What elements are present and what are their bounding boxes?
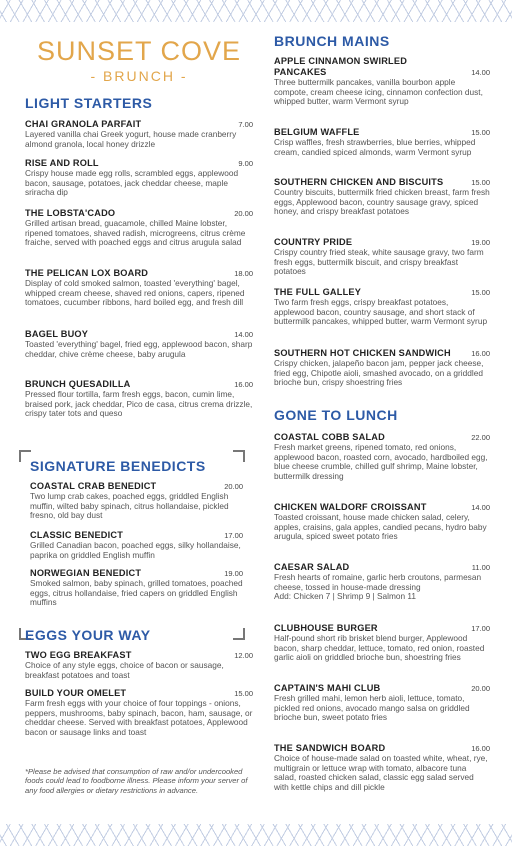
item-title: CAESAR SALAD bbox=[274, 562, 350, 572]
item-price: 16.00 bbox=[234, 380, 253, 389]
allergy-disclaimer: *Please be advised that consumption of raw and/or undercooked foods could lead to foodborne illness. Please inform your server of any food allergies or dietary restrictions in advance. bbox=[25, 767, 248, 795]
item-title: COUNTRY PRIDE bbox=[274, 237, 353, 247]
frame-corner bbox=[233, 450, 245, 462]
item-price: 11.00 bbox=[471, 563, 490, 572]
item-price: 20.00 bbox=[224, 482, 243, 491]
item-price: 15.00 bbox=[471, 128, 490, 137]
item-description: Fresh market greens, ripened tomato, red onions, applewood bacon, roasted corn, avocado, hardboiled egg, blue cheese crumble, chilled gulf shrimp, Maine lobster, buttermilk dressing bbox=[274, 442, 488, 481]
item-title: BAGEL BUOY bbox=[25, 329, 89, 339]
item-description: Pressed flour tortilla, farm fresh eggs, bacon, cumin lime, braised pork, jack cheddar, Pico de casa, citrus crema drizzle, crispy tater tots and queso bbox=[25, 389, 253, 419]
menu-item bbox=[274, 177, 490, 217]
item-price: 9.00 bbox=[238, 159, 253, 168]
item-price: 20.00 bbox=[234, 209, 253, 218]
menu-item bbox=[25, 650, 253, 680]
menu-item bbox=[274, 432, 490, 481]
item-price: 14.00 bbox=[471, 68, 490, 77]
item-price: 14.00 bbox=[234, 330, 253, 339]
item-description: Toasted 'everything' bagel, fried egg, applewood bacon, sharp cheddar, chive crème cheese, baby arugula bbox=[25, 339, 253, 359]
menu-item bbox=[274, 683, 490, 723]
item-price: 15.00 bbox=[471, 178, 490, 187]
item-price: 19.00 bbox=[224, 569, 243, 578]
menu-item bbox=[25, 268, 253, 308]
item-title: SOUTHERN HOT CHICKEN SANDWICH bbox=[274, 348, 451, 358]
item-description: Half-pound short rib brisket blend burger, Applewood bacon, sharp cheddar, lettuce, tomato, red onion, roasted garlic aioli on griddled brioche bun, shoestring fries bbox=[274, 633, 485, 663]
item-description: Layered vanilla chai Greek yogurt, house made cranberry almond granola, local honey drizzle bbox=[25, 129, 237, 149]
menu-item bbox=[30, 481, 243, 521]
item-title: CLUBHOUSE BURGER bbox=[274, 623, 378, 633]
menu-item bbox=[274, 623, 490, 663]
frame-corner bbox=[233, 628, 245, 640]
item-title: RISE AND ROLL bbox=[25, 158, 99, 168]
item-title: TWO EGG BREAKFAST bbox=[25, 650, 132, 660]
decorative-border-bottom bbox=[0, 824, 512, 846]
item-price: 16.00 bbox=[471, 744, 490, 753]
item-price: 19.00 bbox=[471, 238, 490, 247]
item-price: 20.00 bbox=[471, 684, 490, 693]
item-title: NORWEGIAN BENEDICT bbox=[30, 568, 142, 578]
menu-item bbox=[274, 287, 490, 327]
item-description: Crispy country fried steak, white sausage gravy, two farm fresh eggs, buttermilk biscuit, and crispy breakfast potatoes bbox=[274, 247, 484, 277]
menu-item bbox=[274, 237, 490, 277]
item-description: Choice of house-made salad on toasted white, wheat, rye, multigrain or lettuce wrap with tomato, albacore tuna salad, roasted chicken salad, classic egg salad served with kettle chips and dill pickle bbox=[274, 753, 488, 792]
item-title: BUILD YOUR OMELET bbox=[25, 688, 127, 698]
item-title: CHAI GRANOLA PARFAIT bbox=[25, 119, 142, 129]
menu-item bbox=[274, 127, 490, 157]
item-price: 22.00 bbox=[471, 433, 490, 442]
item-description: Display of cold smoked salmon, toasted 'everything' bagel, whipped cream cheese, shaved red onions, capers, ripened tomatoes, cucumber ribbons, hard boiled egg, and fresh dill bbox=[25, 278, 245, 308]
item-description: Two farm fresh eggs, crispy breakfast potatoes, applewood bacon, country sausage, and short stack of buttermilk pancakes, whipped butter, warm Vermont syrup bbox=[274, 297, 488, 327]
item-description: Country biscuits, buttermilk fried chicken breast, farm fresh eggs, Applewood bacon, country sausage gravy, spiced honey, and crispy breakfast potatoes bbox=[274, 187, 490, 217]
item-description: Grilled artisan bread, guacamole, chilled Maine lobster, ripened tomatoes, shaved radish, microgreens, citrus crème fraiche, served with poached eggs and citrus arugula salad bbox=[25, 218, 246, 248]
menu-subtitle: - BRUNCH - bbox=[90, 68, 188, 84]
item-description: Grilled Canadian bacon, poached eggs, silky hollandaise, paprika on griddled English muffin bbox=[30, 540, 241, 560]
section-title-signature-benedicts: SIGNATURE BENEDICTS bbox=[30, 458, 206, 474]
item-title: BELGIUM WAFFLE bbox=[274, 127, 360, 137]
item-title: BRUNCH QUESADILLA bbox=[25, 379, 131, 389]
item-description: Farm fresh eggs with your choice of four toppings - onions, peppers, mushrooms, baby spinach, bacon, ham, sausage, or cheddar cheese. Served with breakfast potatoes, Applewood bacon or sausage links and toast bbox=[25, 698, 253, 737]
menu-item bbox=[30, 568, 243, 608]
item-title: COASTAL COBB SALAD bbox=[274, 432, 385, 442]
item-title: CLASSIC BENEDICT bbox=[30, 530, 124, 540]
menu-item bbox=[274, 502, 490, 542]
item-price: 16.00 bbox=[471, 349, 490, 358]
menu-item bbox=[30, 530, 243, 560]
item-price: 12.00 bbox=[234, 651, 253, 660]
menu-item bbox=[274, 562, 490, 602]
item-price: 15.00 bbox=[471, 288, 490, 297]
menu-item bbox=[25, 379, 253, 419]
menu-item bbox=[25, 158, 253, 198]
item-title: APPLE CINNAMON SWIRLED PANCAKES bbox=[274, 56, 408, 77]
menu-item bbox=[274, 743, 490, 792]
item-price: 14.00 bbox=[471, 503, 490, 512]
item-description: Crisp waffles, fresh strawberries, blue berries, whipped cream, candied spiced almonds, warm Vermont syrup bbox=[274, 137, 476, 157]
item-title: THE SANDWICH BOARD bbox=[274, 743, 386, 753]
menu-item bbox=[25, 208, 253, 248]
item-description: Fresh grilled mahi, lemon herb aioli, lettuce, tomato, pickled red onions, avocado mango salsa on griddled brioche bun, sweet potato fries bbox=[274, 693, 470, 723]
menu-item bbox=[274, 348, 490, 388]
item-description: Two lump crab cakes, poached eggs, griddled English muffin, wilted baby spinach, citrus hollandaise, pickled fresno, old bay dust bbox=[30, 491, 229, 521]
item-price: 18.00 bbox=[234, 269, 253, 278]
restaurant-name: SUNSET COVE bbox=[36, 36, 242, 66]
section-title-brunch-mains: BRUNCH MAINS bbox=[274, 33, 390, 49]
item-description: Crispy chicken, jalapeño bacon jam, pepper jack cheese, fried egg, Chipotle aioli, smashed avocado, on a griddled brioche bun, crispy shoestring fries bbox=[274, 358, 484, 388]
menu-item bbox=[25, 119, 253, 149]
item-description: Three buttermilk pancakes, vanilla bourbon apple compote, cream cheese icing, cinnamon confection dust, whipped butter, warm Vermont syrup bbox=[274, 77, 483, 107]
menu-item bbox=[25, 688, 253, 737]
item-title: THE PELICAN LOX BOARD bbox=[25, 268, 149, 278]
item-description: Crispy house made egg rolls, scrambled eggs, applewood bacon, sausage, potatoes, jack cheddar cheese, maple sriracha dip bbox=[25, 168, 239, 198]
menu-item bbox=[274, 56, 490, 107]
item-title: THE FULL GALLEY bbox=[274, 287, 362, 297]
menu-item bbox=[25, 329, 253, 359]
item-description: Fresh hearts of romaine, garlic herb croutons, parmesan cheese, tossed in house-made dressing Add: Chicken 7 | Shrimp 9 | Salmon 11 bbox=[274, 572, 482, 602]
item-title: CAPTAIN'S MAHI CLUB bbox=[274, 683, 381, 693]
item-price: 15.00 bbox=[234, 689, 253, 698]
item-price: 17.00 bbox=[224, 531, 243, 540]
item-description: Smoked salmon, baby spinach, grilled tomatoes, poached eggs, citrus hollandaise, fried capers on griddled English muffins bbox=[30, 578, 243, 608]
item-title: COASTAL CRAB BENEDICT bbox=[30, 481, 157, 491]
brand-header bbox=[25, 36, 253, 84]
section-title-eggs-your-way: EGGS YOUR WAY bbox=[25, 627, 151, 643]
item-price: 17.00 bbox=[471, 624, 490, 633]
item-title: SOUTHERN CHICKEN AND BISCUITS bbox=[274, 177, 444, 187]
item-description: Choice of any style eggs, choice of bacon or sausage, breakfast potatoes and toast bbox=[25, 660, 224, 680]
section-title-light-starters: LIGHT STARTERS bbox=[25, 95, 153, 111]
item-title: CHICKEN WALDORF CROISSANT bbox=[274, 502, 427, 512]
item-price: 7.00 bbox=[238, 120, 253, 129]
section-title-gone-to-lunch: GONE TO LUNCH bbox=[274, 407, 398, 423]
item-description: Toasted croissant, house made chicken salad, celery, apples, craisins, gala apples, candied pecans, hydro baby arugula, spiced sweet potato fries bbox=[274, 512, 487, 542]
item-title: THE LOBSTA'CADO bbox=[25, 208, 116, 218]
decorative-border-top bbox=[0, 0, 512, 22]
